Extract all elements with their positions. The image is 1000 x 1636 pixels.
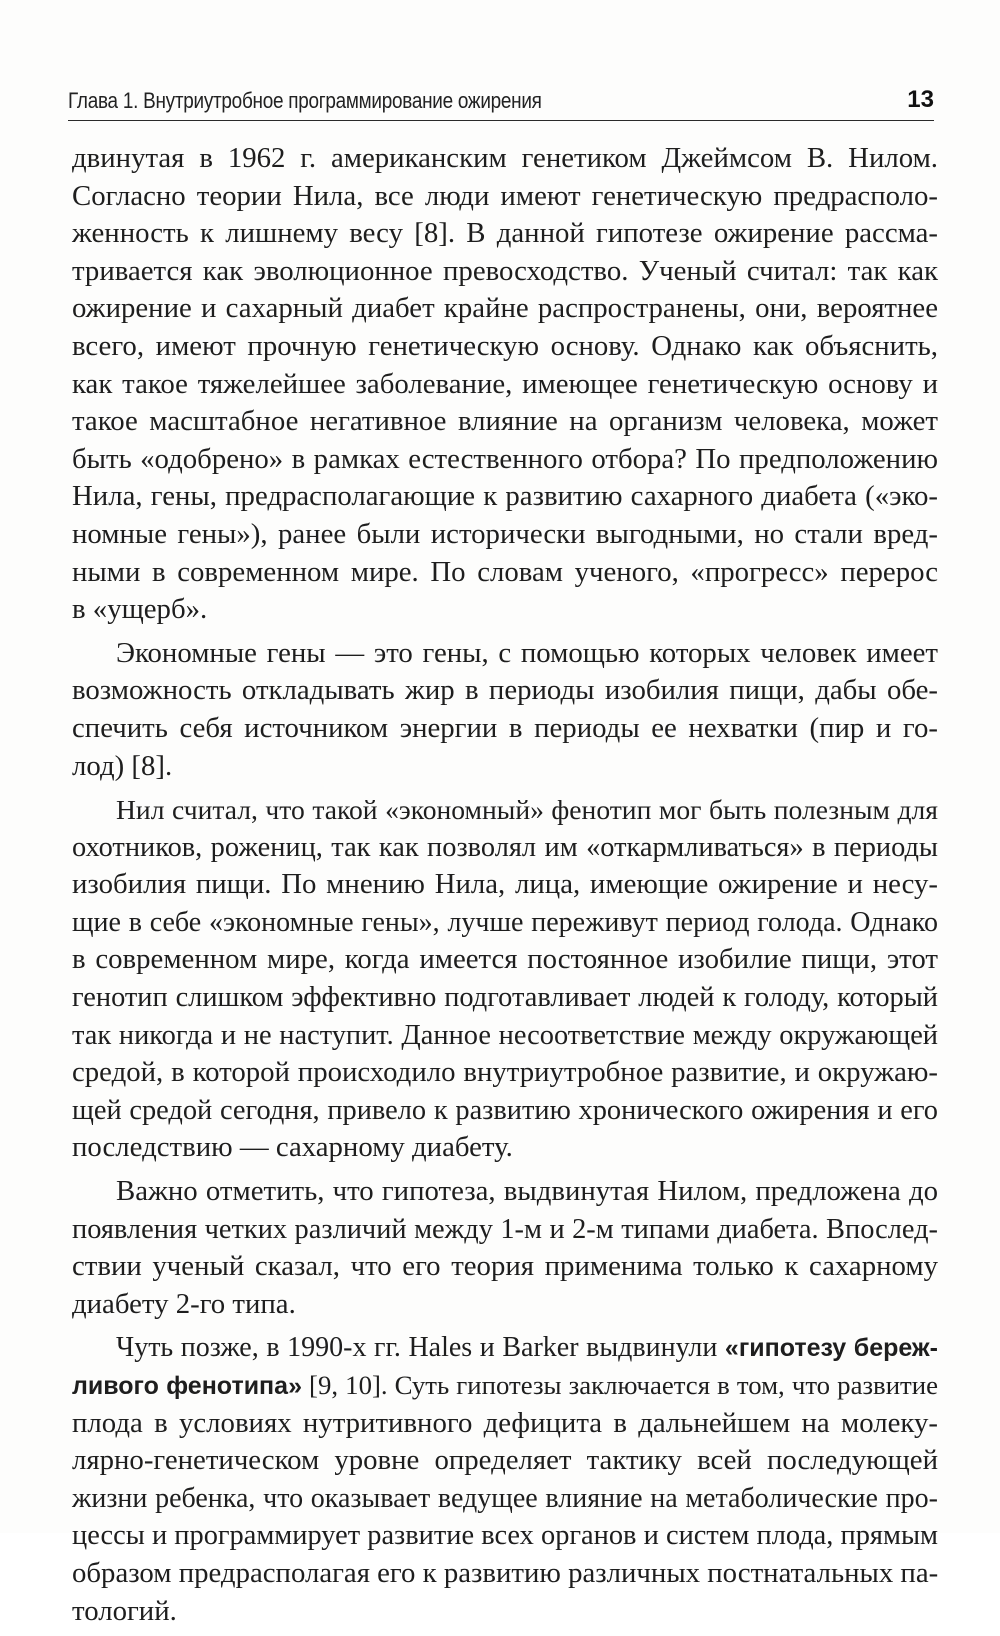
text-line: всего, имеют прочную генетическую основу. Однако как объяснить, <box>72 329 938 362</box>
paragraph-2 <box>72 635 938 785</box>
text-line: как такое тяжелейшее заболевание, имеющее генетическую основу и <box>72 367 938 400</box>
text-line: Важно отметить, что гипотеза, выдвинутая Нилом, предложена до <box>116 1175 938 1208</box>
bold-term: «гипотезу береж- <box>724 1334 938 1363</box>
text-fragment: [9, 10]. Суть гипотезы заключается в том, что развитие <box>301 1370 938 1400</box>
text-line: цессы и программирует развитие всех органов и систем плода, прямым <box>72 1520 938 1552</box>
text-line: такое масштабное негативное влияние на организм человека, может <box>72 405 938 438</box>
text-line: средой, в которой происходило внутриутробное развитие, и окружаю- <box>72 1056 938 1089</box>
text-line: так никогда и не наступит. Данное несоответствие между окружающей <box>72 1019 938 1051</box>
text-line: тологий. <box>72 1594 177 1627</box>
running-header <box>68 84 934 121</box>
text-line: Согласно теории Нила, все люди имеют генетическую предрасполо- <box>72 179 938 212</box>
text-line: диабету 2-го типа. <box>72 1287 296 1320</box>
text-line: ожирение и сахарный диабет крайне распространены, они, вероятнее <box>72 292 938 325</box>
text-line: появления четких различий между 1-м и 2-м типами диабета. Впослед- <box>72 1213 938 1245</box>
text-line: номные гены»), ранее были исторически выгодными, но стали вред- <box>72 517 938 550</box>
chapter-title: Глава 1. Внутриутробное программирование ожирения <box>68 88 542 113</box>
paragraph-1 <box>72 140 938 629</box>
text-fragment: Чуть позже, в 1990-х гг. Hales и Barker выдвинули <box>116 1332 725 1364</box>
text-line-with-bold <box>72 1367 938 1405</box>
text-line: охотников, рожениц, так как позволял им «откармливаться» в периоды <box>72 831 938 863</box>
text-line: Нила, гены, предрасполагающие к развитию сахарного диабета («эко- <box>72 480 938 513</box>
text-line: щей средой сегодня, привело к развитию хронического ожирения и его <box>72 1094 938 1126</box>
text-line: в «ущерб». <box>72 593 208 626</box>
text-line: изобилия пищи. По мнению Нила, лица, имеющие ожирение и несу- <box>72 868 938 901</box>
text-line: в современном мире, когда имеется постоянное изобилие пищи, этот <box>72 943 938 976</box>
text-line: тривается как эволюционное превосходство. Ученый считал: так как <box>72 254 938 287</box>
text-line: щие в себе «экономные гены», лучше переживут период голода. Однако <box>72 906 938 938</box>
page-number: 13 <box>907 86 934 113</box>
paragraph-4 <box>72 1173 938 1323</box>
text-line: генотип слишком эффективно подготавливает людей к голоду, который <box>72 982 938 1014</box>
text-line: двинутая в 1962 г. американским генетиком Джеймсом В. Нилом. <box>72 142 938 174</box>
text-line: ными в современном мире. По словам ученого, «прогресс» перерос <box>72 555 938 588</box>
paragraph-3 <box>72 791 938 1167</box>
text-line-with-bold <box>72 1329 938 1367</box>
text-line: лод) [8]. <box>72 749 173 782</box>
text-line: последствию — сахарному диабету. <box>72 1131 513 1164</box>
text-line: образом предрасполагая его к развитию различных постнатальных па- <box>72 1556 939 1589</box>
text-line: Нил считал, что такой «экономный» фенотип мог быть полезным для <box>116 794 938 826</box>
bold-term: ливого фенотипа» <box>72 1372 302 1400</box>
text-line: спечить себя источником энергии в периоды ее нехватки (пир и го- <box>72 711 938 744</box>
paragraph-5 <box>72 1329 938 1630</box>
text-line: жизни ребенка, что оказывает ведущее влияние на метаболические про- <box>72 1482 938 1514</box>
text-line: плода в условиях нутритивного дефицита в дальнейшем на молеку- <box>72 1406 938 1439</box>
body-text <box>72 140 938 1636</box>
text-line: женность к лишнему весу [8]. В данной гипотезе ожирение рассма- <box>72 217 938 250</box>
text-line: лярно-генетическом уровне определяет тактику всей последующей <box>72 1444 938 1477</box>
text-line: быть «одобрено» в рамках естественного отбора? По предположению <box>72 442 938 475</box>
text-line: Экономные гены — это гены, с помощью которых человек имеет <box>116 636 938 669</box>
text-line: ствии ученый сказал, что его теория применима только к сахарному <box>72 1250 938 1283</box>
text-line: возможность откладывать жир в периоды изобилия пищи, дабы обе- <box>72 674 938 707</box>
